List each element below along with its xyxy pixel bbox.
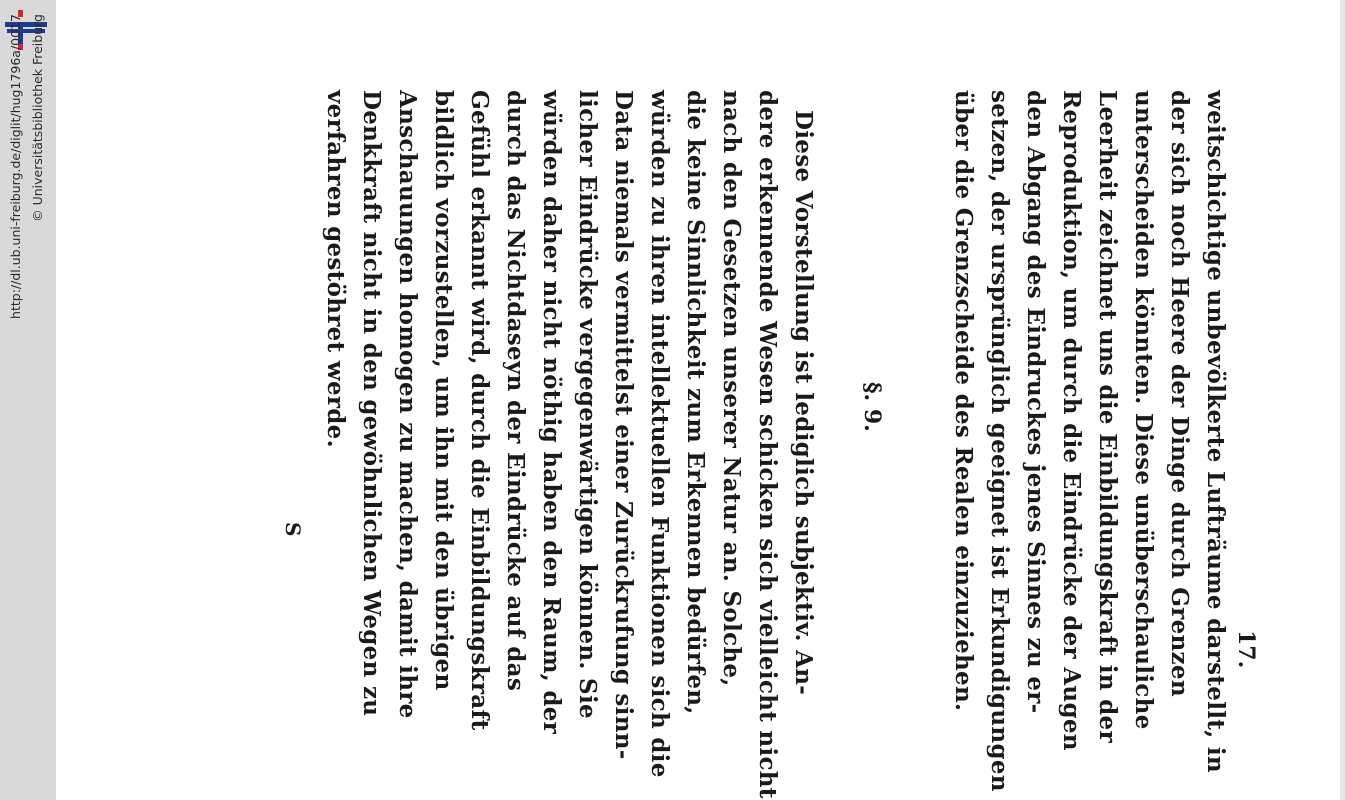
text-line: würden daher nicht nöthig haben den Raum, der bbox=[538, 90, 565, 735]
copyright-notice: © Universitätsbibliothek Freiburg bbox=[30, 14, 45, 222]
text-line: würden zu ihren intellektuellen Funktionen sich die bbox=[646, 90, 673, 778]
text-line: Denkkraft nicht in den gewöhnlichen Wegen zu bbox=[358, 90, 385, 717]
text-line: licher Eindrücke vergegenwärtigen können. Sie bbox=[574, 90, 601, 719]
section-heading: §. 9. bbox=[859, 382, 885, 432]
text-line: setzen, der ursprünglich geeignet ist Erkundigungen bbox=[986, 90, 1013, 792]
text-line: bildlich vorzustellen, um ihn mit den übrigen bbox=[430, 90, 457, 691]
text-line: der sich noch Heere der Dinge durch Grenzen bbox=[1166, 90, 1193, 697]
text-line: weitschichtige unbevölkerte Lufträume darstellt, in bbox=[1202, 90, 1229, 773]
text-line: die keine Sinnlichkeit zum Erkennen bedürfen, bbox=[682, 90, 709, 715]
sidebar bbox=[0, 0, 56, 800]
text-line: Gefühl erkannt wird, durch die Einbildungskraft bbox=[466, 90, 493, 731]
text-line: dere erkennende Wesen schicken sich vielleicht nicht bbox=[754, 90, 781, 799]
text-line: Leerheit zeichnet uns die Einbildungskraft in der bbox=[1094, 90, 1121, 743]
text-line: Data niemals vermittelst einer Zurückrufung sinn- bbox=[610, 90, 637, 760]
right-edge bbox=[1340, 0, 1345, 800]
source-url[interactable]: http://dl.ub.uni-freiburg.de/diglit/hug1796a/0017 bbox=[8, 14, 23, 319]
catchword: S bbox=[281, 522, 305, 537]
text-line: nach den Gesetzen unserer Natur an. Solche, bbox=[718, 90, 745, 687]
text-line: durch das Nichtdaseyn der Eindrücke auf das bbox=[502, 90, 529, 692]
scanned-page bbox=[281, 90, 1265, 799]
text-line: Diese Vorstellung ist lediglich subjektiv. An- bbox=[790, 110, 817, 696]
text-line: unterscheiden könnten. Diese unüberschauliche bbox=[1130, 90, 1157, 730]
text-line: den Abgang des Eindruckes jenes Sinnes zu er- bbox=[1022, 90, 1049, 714]
text-line: Anschauungen homogen zu machen, damit ihre bbox=[394, 90, 421, 719]
sidebar-caption bbox=[0, 0, 56, 800]
text-line: Reproduktion, um durch die Eindrücke der Augen bbox=[1058, 90, 1085, 751]
page-number: 17. bbox=[1233, 630, 1259, 669]
text-line: verfahren gestöhret werde. bbox=[322, 90, 349, 448]
text-line: über die Grenzscheide des Realen einzuziehen. bbox=[950, 90, 977, 712]
